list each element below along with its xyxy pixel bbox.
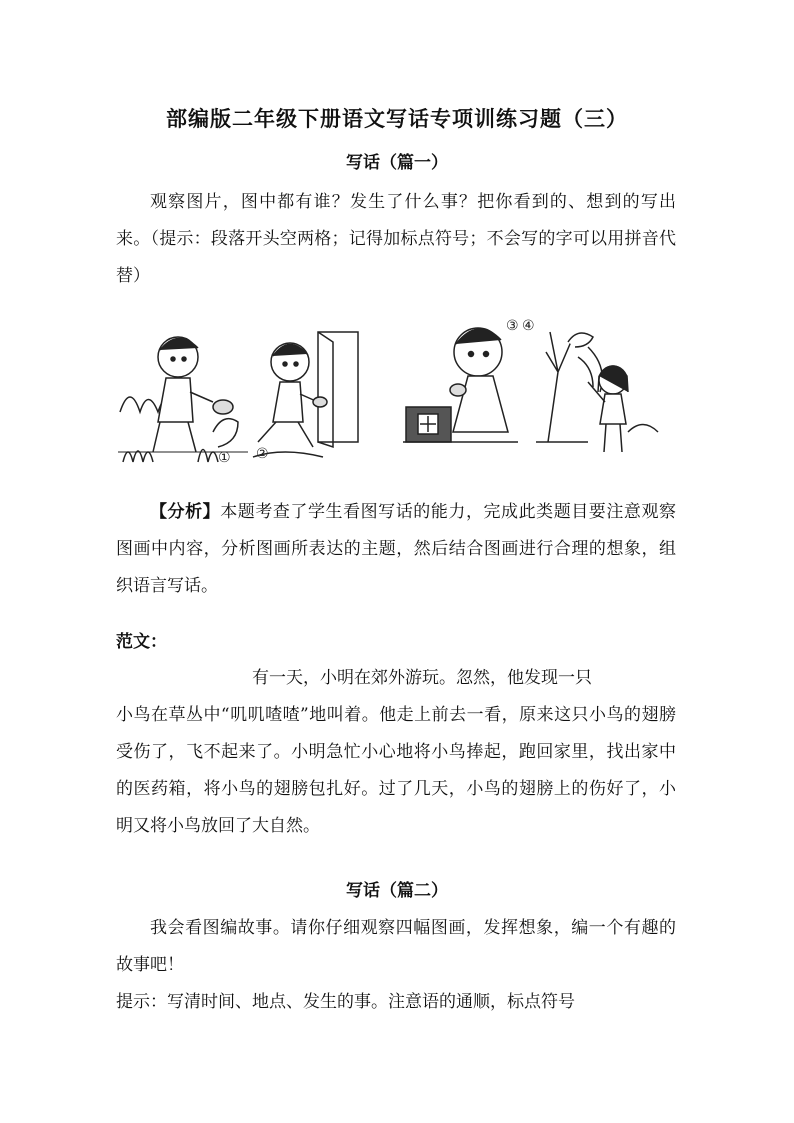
panel-2-image bbox=[253, 332, 358, 457]
section1-heading: 写话（篇一） bbox=[346, 153, 448, 173]
panel-1-number: ① bbox=[218, 450, 231, 466]
section2-hint: 提示：写清时间、地点、发生的事。注意语的通顺，标点符号 bbox=[116, 992, 575, 1012]
panel-3-image bbox=[403, 328, 518, 442]
four-panel-illustration bbox=[118, 312, 662, 482]
model-essay-label: 范文： bbox=[116, 632, 167, 652]
panel-4-number: ④ bbox=[522, 318, 535, 334]
analysis-paragraph bbox=[116, 494, 676, 605]
analysis-text: 本题考查了学生看图写话的能力，完成此类题目要注意观察图画中内容，分析图画所表达的主题，然后结合图画进行合理的想象，组织语言写话。 bbox=[116, 502, 677, 596]
section2-heading: 写话（篇二） bbox=[346, 881, 448, 901]
panel-1-image bbox=[118, 337, 248, 462]
panel-4-image bbox=[536, 332, 658, 452]
model-essay-body: 小鸟在草丛中“叽叽喳喳”地叫着。他走上前去一看，原来这只小鸟的翅膀受伤了，飞不起来了。小明急忙小心地将小鸟捧起，跑回家里，找出家中的医药箱，将小鸟的翅膀包扎好。过了几天，小鸟的翅膀上的伤好了，小明又将小鸟放回了大自然。 bbox=[116, 705, 676, 836]
analysis-label: 【分析】 bbox=[150, 502, 221, 522]
section2-prompt: 我会看图编故事。请你仔细观察四幅图画，发挥想象，编一个有趣的故事吧！ bbox=[116, 918, 676, 975]
document-title: 部编版二年级下册语文写话专项训练习题（三） bbox=[166, 106, 628, 131]
panel-3-number: ③ bbox=[506, 318, 519, 334]
model-essay-first-line: 有一天，小明在郊外游玩。忽然，他发现一只 bbox=[252, 668, 592, 688]
section1-prompt: 观察图片，图中都有谁？发生了什么事？把你看到的、想到的写出来。（提示：段落开头空两格；记得加标点符号；不会写的字可以用拼音代替） bbox=[116, 192, 676, 286]
panel-2-number: ② bbox=[256, 446, 269, 462]
